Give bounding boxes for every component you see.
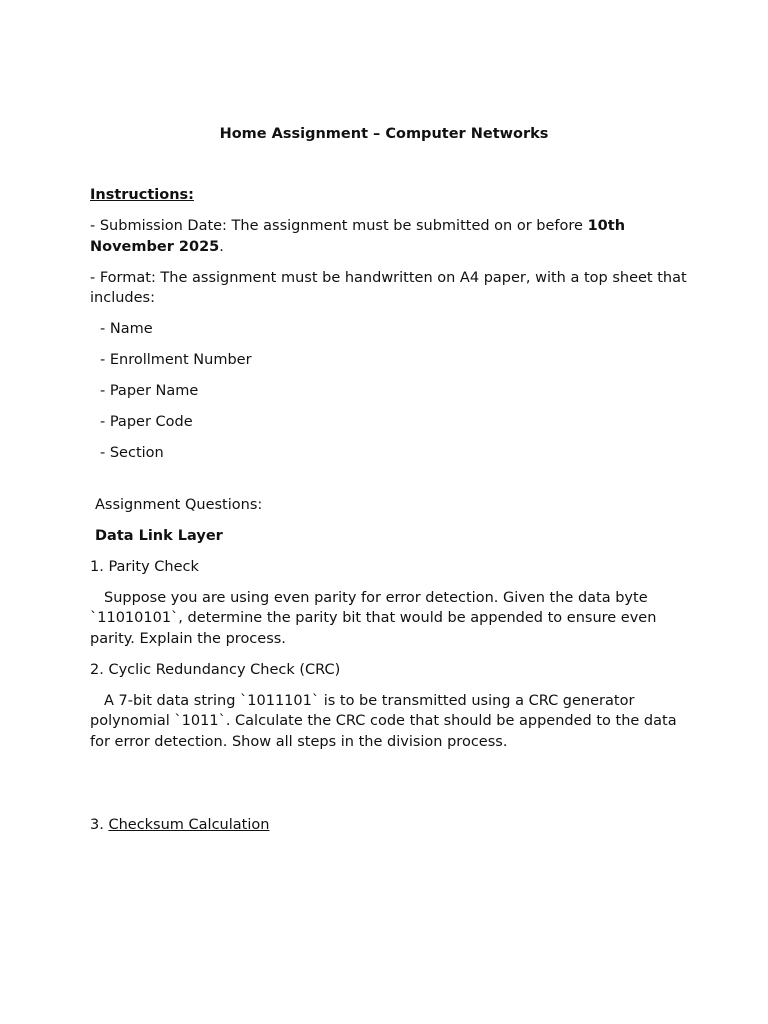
questions-heading: Assignment Questions: <box>95 496 263 513</box>
format-instruction: - Format: The assignment must be handwritten on A4 paper, with a top sheet that includes: <box>90 269 687 306</box>
question-3-title <box>90 815 690 836</box>
instructions-heading: Instructions: <box>90 187 194 203</box>
page-title: Home Assignment – Computer Networks <box>219 126 549 142</box>
top-sheet-item-enrollment: - Enrollment Number <box>100 352 252 368</box>
question-1-body: Suppose you are using even parity for error detection. Given the data byte `11010101`, determine the parity bit that would be appended to ensure even parity. Explain the process. <box>90 589 657 647</box>
submission-date-instruction <box>90 216 690 257</box>
top-sheet-item-paper-code: - Paper Code <box>100 414 193 430</box>
top-sheet-item-name: - Name <box>100 321 153 337</box>
section-title: Data Link Layer <box>95 527 223 544</box>
question-2-title: 2. Cyclic Redundancy Check (CRC) <box>90 661 341 678</box>
question-3-number: 3. <box>90 817 109 833</box>
question-2-body: A 7-bit data string `1011101` is to be transmitted using a CRC generator polynomial `1011`. Calculate the CRC code that should be appended to the data for error detection. Show all steps in the division process. <box>90 692 677 750</box>
top-sheet-item-section: - Section <box>100 445 164 461</box>
top-sheet-item-paper-name: - Paper Name <box>100 383 199 399</box>
submission-prefix: - Submission Date: The assignment must be submitted on or before <box>90 218 588 234</box>
question-1-title: 1. Parity Check <box>90 558 199 575</box>
submission-suffix: . <box>219 238 224 255</box>
submission-date: 10th November 2025 <box>90 218 626 255</box>
question-3-label: Checksum Calculation <box>108 817 270 833</box>
document-body <box>90 185 690 846</box>
